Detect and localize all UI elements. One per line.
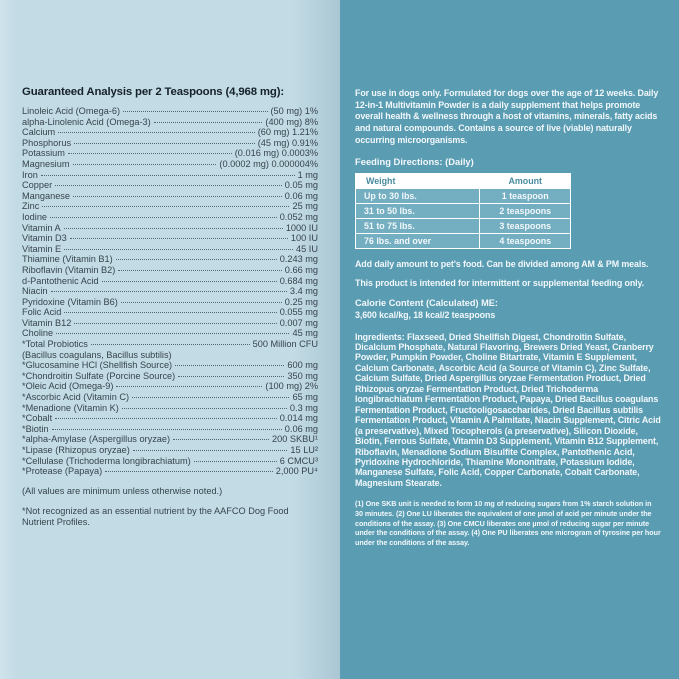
amount-cell: 3 teaspoons (480, 218, 571, 233)
nutrient-row (22, 403, 318, 414)
nutrient-value: 500 Million CFU (252, 339, 318, 350)
calorie-content-heading: Calorie Content (Calculated) ME: (355, 297, 498, 308)
dot-leader (91, 344, 250, 345)
nutrient-value: 0.3 mg (289, 402, 318, 413)
nutrient-value: 1 mg (297, 169, 318, 180)
dot-leader (52, 429, 282, 430)
nutrient-value: (100 mg) 2% (265, 381, 318, 392)
dot-leader (64, 312, 276, 313)
nutrient-value: 0.055 mg (279, 307, 318, 318)
nutrient-row (22, 117, 318, 128)
dot-leader (73, 164, 217, 165)
nutrient-name: Vitamin D3 (22, 233, 67, 244)
feeding-directions-label: Feeding Directions: (355, 155, 443, 167)
nutrient-name: alpha-Linolenic Acid (Omega-3) (22, 116, 151, 127)
nutrient-row (22, 170, 318, 181)
nutrient-value: 0.05 mg (284, 180, 318, 191)
dot-leader (50, 217, 277, 218)
dot-leader (133, 450, 288, 451)
dot-leader (74, 143, 255, 144)
dot-leader (123, 111, 267, 112)
nutrient-row (22, 223, 318, 234)
nutrient-value: 0.66 mg (284, 264, 318, 275)
nutrient-name: Vitamin E (22, 243, 62, 254)
dot-leader (116, 259, 277, 260)
dot-leader (121, 302, 282, 303)
nutrient-row (22, 286, 318, 297)
feeding-directions-heading (355, 156, 661, 167)
nutrient-list (22, 106, 318, 477)
nutrient-name: Linoleic Acid (Omega-6) (22, 106, 121, 116)
nutrient-name: *Protease (Papaya) (22, 466, 103, 477)
nutrient-name: *Chondroitin Sulfate (Porcine Source) (22, 370, 176, 381)
nutrient-row (22, 328, 318, 339)
nutrient-name: *Cellulase (Trichoderma longibrachiatum) (22, 455, 191, 466)
weight-cell: 31 to 50 lbs. (356, 203, 480, 218)
nutrient-row (22, 424, 318, 435)
dot-leader (154, 122, 263, 123)
nutrient-name: *Oleic Acid (Omega-9) (22, 381, 114, 392)
nutrient-value: 100 IU (290, 233, 318, 244)
nutrient-row (22, 212, 318, 223)
nutrient-value: 600 mg (287, 360, 318, 371)
feeding-table-row (356, 233, 571, 248)
amount-column-header: Amount (480, 173, 571, 188)
nutrient-value: 0.052 mg (279, 211, 318, 222)
dot-leader (105, 471, 273, 472)
nutrient-row (22, 350, 318, 361)
nutrient-row (22, 413, 318, 424)
intro-text: For use in dogs only. Formulated for dogs over the age of 12 weeks. Daily 12-in-1 Multivitamin Powder is a daily supplement that helps promote overall health & wellness through a host of vitamins, minerals, fatty acids and natural compounds. Contains a source of live (viable) naturally occurring microorganisms. (355, 88, 659, 145)
dot-leader (194, 461, 277, 462)
nutrient-row (22, 244, 318, 255)
amount-cell: 4 teaspoons (480, 233, 571, 248)
nutrient-value: 350 mg (287, 370, 318, 381)
nutrient-row (22, 138, 318, 149)
nutrient-value: 0.25 mg (284, 296, 318, 307)
nutrient-name: *Glucosamine HCl (Shellfish Source) (22, 360, 173, 371)
nutrient-name: *Lipase (Rhizopus oryzae) (22, 445, 130, 455)
dot-leader (55, 418, 277, 419)
weight-cell: 51 to 75 lbs. (356, 218, 480, 233)
dot-leader (116, 386, 262, 387)
calorie-content-value: 3,600 kcal/kg, 18 kcal/2 teaspoons (355, 309, 496, 320)
nutrient-value: 2,000 PU⁴ (275, 466, 318, 477)
nutrient-name: *alpha-Amylase (Aspergillus oryzae) (22, 434, 171, 445)
nutrient-row (22, 233, 318, 244)
nutrient-value: 0.06 mg (284, 423, 318, 434)
nutrient-row (22, 445, 318, 456)
feeding-table-header (356, 173, 571, 188)
nutrient-value: 200 SKBU¹ (272, 434, 318, 445)
nutrient-value: (45 mg) 0.91% (257, 137, 318, 148)
nutrient-value: 1000 IU (285, 222, 318, 233)
nutrient-name: *Menadione (Vitamin K) (22, 402, 119, 413)
nutrient-name: Zinc (22, 201, 40, 212)
nutrient-value: 25 mg (292, 201, 318, 212)
nutrient-row (22, 180, 318, 191)
amount-cell: 2 teaspoons (480, 203, 571, 218)
nutrient-name: *Cobalt (22, 413, 53, 424)
dot-leader (175, 365, 284, 366)
nutrient-value: 0.014 mg (279, 413, 318, 424)
nutrient-name: Niacin (22, 286, 48, 297)
dot-leader (55, 185, 282, 186)
dot-leader (51, 291, 287, 292)
feeding-table (355, 173, 571, 249)
feeding-directions-frequency: (Daily) (442, 155, 474, 167)
nutrient-row (22, 381, 318, 392)
minimum-values-note: (All values are minimum unless otherwise noted.) (22, 485, 223, 496)
nutrient-value: 0.243 mg (279, 254, 318, 265)
dot-leader (178, 376, 284, 377)
nutrient-row (22, 318, 318, 329)
add-daily-note: Add daily amount to pet's food. Can be divided among AM & PM meals. (355, 258, 649, 269)
nutrient-name: (Bacillus coagulans, Bacillus subtilis) (22, 349, 172, 360)
nutrient-name: Folic Acid (22, 307, 62, 318)
dot-leader (41, 175, 295, 176)
nutrient-row (22, 456, 318, 467)
ingredients-paragraph (355, 332, 661, 489)
dot-leader (56, 333, 289, 334)
dot-leader (70, 238, 288, 239)
nutrient-name: Pyridoxine (Vitamin B6) (22, 296, 118, 307)
dot-leader (68, 153, 232, 154)
nutrient-value: 45 IU (296, 243, 318, 254)
nutrient-name: Calcium (22, 127, 56, 138)
feeding-table-row (356, 188, 571, 203)
nutrient-row (22, 297, 318, 308)
nutrient-name: Manganese (22, 190, 71, 201)
amount-cell: 1 teaspoon (480, 188, 571, 203)
nutrient-row (22, 307, 318, 318)
nutrient-name: Thiamine (Vitamin B1) (22, 254, 113, 265)
ingredients-list: Flaxseed, Dried Shellfish Digest, Chondroitin Sulfate, Dicalcium Phosphate, Natural Flavoring, Brewers Dried Yeast, Cranberry Powder, Pumpkin Powder, Choline Bitartrate, Vitamin E Supplement, Calcium Carbonate, Ascorbic Acid (a Source of Vitamin C), Zinc Sulfate, Calcium Sulfate, Dried Aspergillus oryzae Fermentation Product, Dried Rhizopus oryzae Fermentation Product, Dried Trichoderma longibrachiatum Fermentation Product, Papaya, Dried Bacillus coagulans Fermentation Product, Fructooligosaccharides, Dried Bacillus subtilis Fermentation Product, Vitamin A Palmitate, Niacin Supplement, Citric Acid (a preservative), Mixed Tocopherols (a preservative), Silicon Dioxide, Biotin, Ferrous Sulfate, Vitamin D3 Supplement, Vitamin B12 Supplement, Riboflavin, Menadione Sodium Bisulfite Complex, Pantothenic Acid, Pyridoxine Hydrochloride, Thiamine Mononitrate, Potassium Iodide, Manganese Sulfate, Folic Acid, Copper Carbonate, Cobalt Carbonate, Magnesium Stearate. (355, 331, 661, 488)
nutrient-name: Phosphorus (22, 137, 72, 148)
aafco-note: *Not recognized as an essential nutrient by the AAFCO Dog Food Nutrient Profiles. (22, 505, 289, 527)
nutrient-value: (400 mg) 8% (265, 116, 318, 127)
guaranteed-analysis-heading: Guaranteed Analysis per 2 Teaspoons (4,968 mg): (22, 86, 284, 98)
nutrient-row (22, 106, 318, 117)
intermittent-feeding-note: This product is intended for intermittent or supplemental feeding only. (355, 278, 645, 289)
nutrient-name: Potassium (22, 148, 65, 159)
nutrient-value: 6 CMCU³ (279, 455, 318, 466)
nutrient-row (22, 392, 318, 403)
ingredients-label: Ingredients: (355, 331, 405, 342)
weight-column-header: Weight (356, 173, 480, 188)
nutrient-row (22, 360, 318, 371)
enzyme-unit-footnotes: (1) One SKB unit is needed to form 10 mg of reducing sugars from 1% starch solution in 30 minutes. (2) One LU liberates the equivalent of one µmol of acid per minute under the conditions of the assay. (3) One CMCU liberates one µmol of reducing sugar per minute under the conditions of the assay. (4) One PU liberates one microgram of tyrosine per hour under the conditions of the assay. (355, 499, 661, 548)
dot-leader (102, 281, 277, 282)
nutrient-name: d-Pantothenic Acid (22, 275, 99, 286)
dot-leader (173, 439, 269, 440)
feeding-table-row (356, 203, 571, 218)
nutrient-name: *Total Probiotics (22, 339, 88, 350)
nutrient-name: *Biotin (22, 423, 49, 434)
nutrient-row (22, 265, 318, 276)
nutrient-value: 0.06 mg (284, 190, 318, 201)
dot-leader (58, 132, 255, 133)
nutrient-row (22, 148, 318, 159)
dot-leader (42, 206, 289, 207)
nutrient-name: Choline (22, 328, 54, 339)
dot-leader (64, 249, 293, 250)
nutrient-value: 45 mg (292, 328, 318, 339)
dot-leader (122, 408, 287, 409)
nutrient-name: Vitamin B12 (22, 317, 72, 328)
nutrient-name: Iodine (22, 211, 48, 222)
dot-leader (73, 196, 282, 197)
nutrient-name: Vitamin A (22, 222, 61, 233)
nutrient-row (22, 371, 318, 382)
usage-panel (340, 0, 679, 679)
nutrient-value: 0.684 mg (279, 275, 318, 286)
nutrient-name: Iron (22, 169, 38, 180)
nutrient-name: Copper (22, 180, 53, 191)
nutrient-value: (60 mg) 1.21% (257, 127, 318, 138)
weight-cell: 76 lbs. and over (356, 233, 480, 248)
dot-leader (74, 323, 276, 324)
weight-cell: Up to 30 lbs. (356, 188, 480, 203)
nutrient-value: 15 LU² (290, 445, 318, 455)
nutrient-row (22, 191, 318, 202)
nutrient-value: (0.0002 mg) 0.000004% (219, 158, 318, 169)
dot-leader (118, 270, 282, 271)
nutrient-value: (0.016 mg) 0.0003% (234, 148, 318, 159)
nutrient-row (22, 201, 318, 212)
nutrient-name: *Ascorbic Acid (Vitamin C) (22, 392, 130, 403)
nutrient-row (22, 159, 318, 170)
nutrient-row (22, 254, 318, 265)
nutrient-value: 65 mg (292, 392, 318, 403)
nutrient-value: 0.007 mg (279, 317, 318, 328)
nutrient-name: Riboflavin (Vitamin B2) (22, 264, 116, 275)
nutrient-name: Magnesium (22, 158, 70, 169)
dot-leader (132, 397, 289, 398)
nutrient-row (22, 466, 318, 477)
dot-leader (64, 228, 283, 229)
nutrient-value: (50 mg) 1% (270, 106, 318, 116)
nutrient-value: 3.4 mg (289, 286, 318, 297)
feeding-table-body (356, 188, 571, 248)
nutrient-row (22, 127, 318, 138)
feeding-table-row (356, 218, 571, 233)
nutrient-row (22, 276, 318, 287)
nutrient-row (22, 339, 318, 350)
nutrient-row (22, 434, 318, 445)
